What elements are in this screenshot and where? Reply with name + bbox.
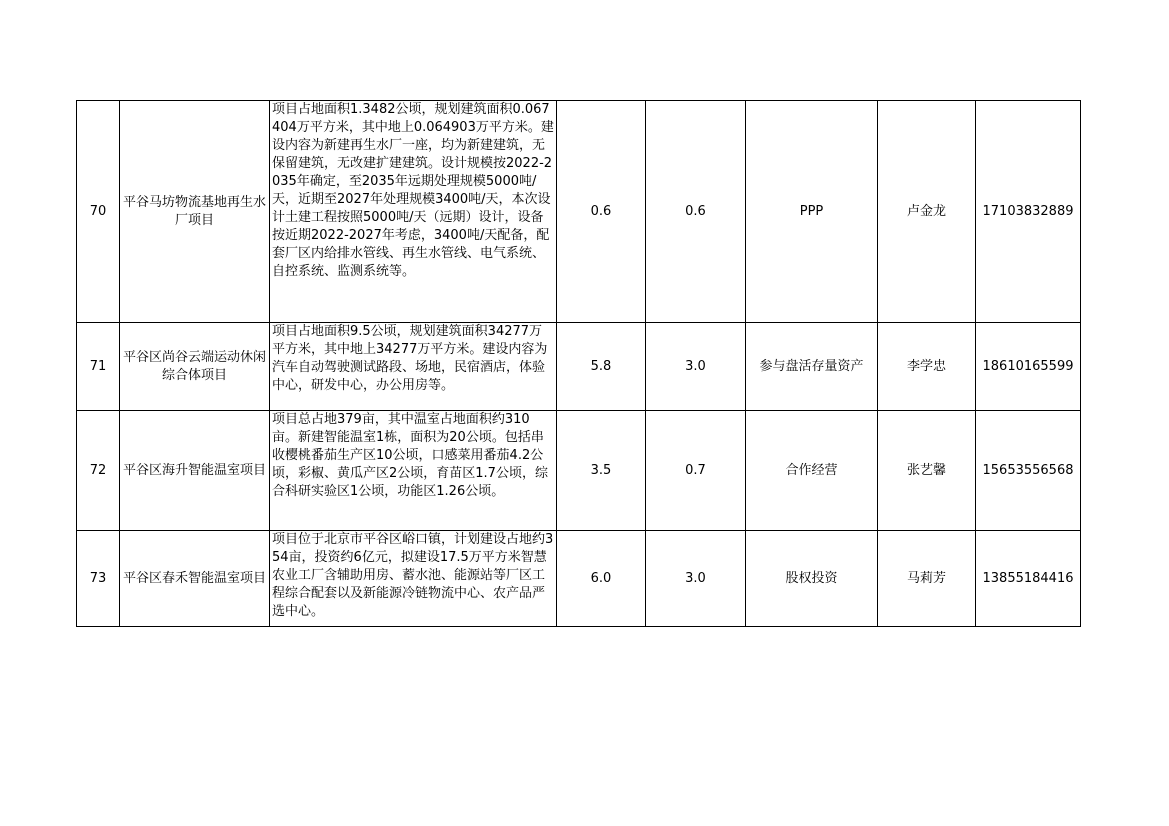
cooperation-mode: 合作经营 xyxy=(746,411,878,531)
project-name: 平谷马坊物流基地再生水厂项目 xyxy=(120,101,270,323)
total-investment: 5.8 xyxy=(557,323,646,411)
contact-person: 李学忠 xyxy=(878,323,976,411)
cooperation-mode: PPP xyxy=(746,101,878,323)
financing-amount: 3.0 xyxy=(646,323,746,411)
contact-phone: 15653556568 xyxy=(976,411,1081,531)
project-description: 项目占地面积9.5公顷，规划建筑面积34277万平方米，其中地上34277万平方米。建设内容为汽车自动驾驶测试路段、场地，民宿酒店，体验中心，研发中心，办公用房等。 xyxy=(270,323,557,411)
financing-amount: 0.6 xyxy=(646,101,746,323)
total-investment: 0.6 xyxy=(557,101,646,323)
financing-amount: 0.7 xyxy=(646,411,746,531)
table-row xyxy=(77,323,1081,411)
total-investment: 6.0 xyxy=(557,531,646,627)
project-name: 平谷区尚谷云端运动休闲综合体项目 xyxy=(120,323,270,411)
financing-amount: 3.0 xyxy=(646,531,746,627)
project-description: 项目位于北京市平谷区峪口镇，计划建设占地约354亩，投资约6亿元，拟建设17.5万平方米智慧农业工厂含辅助用房、蓄水池、能源站等厂区工程综合配套以及新能源冷链物流中心、农产品严选中心。 xyxy=(270,531,557,627)
contact-person: 张艺馨 xyxy=(878,411,976,531)
project-name: 平谷区海升智能温室项目 xyxy=(120,411,270,531)
cooperation-mode: 参与盘活存量资产 xyxy=(746,323,878,411)
contact-phone: 13855184416 xyxy=(976,531,1081,627)
table-row xyxy=(77,101,1081,323)
row-number: 70 xyxy=(77,101,120,323)
project-table xyxy=(76,100,1081,627)
table-row xyxy=(77,531,1081,627)
contact-phone: 18610165599 xyxy=(976,323,1081,411)
contact-phone: 17103832889 xyxy=(976,101,1081,323)
project-name: 平谷区春禾智能温室项目 xyxy=(120,531,270,627)
contact-person: 卢金龙 xyxy=(878,101,976,323)
row-number: 71 xyxy=(77,323,120,411)
total-investment: 3.5 xyxy=(557,411,646,531)
cooperation-mode: 股权投资 xyxy=(746,531,878,627)
row-number: 72 xyxy=(77,411,120,531)
contact-person: 马莉芳 xyxy=(878,531,976,627)
project-description: 项目总占地379亩，其中温室占地面积约310亩。新建智能温室1栋，面积为20公顷。包括串收樱桃番茄生产区10公顷，口感菜用番茄4.2公顷，彩椒、黄瓜产区2公顷，育苗区1.7公顷，综合科研实验区1公顷，功能区1.26公顷。 xyxy=(270,411,557,531)
project-description: 项目占地面积1.3482公顷，规划建筑面积0.067404万平方米，其中地上0.064903万平方米。建设内容为新建再生水厂一座，均为新建建筑，无保留建筑，无改建扩建建筑。设计规模按2022-2035年确定，至2035年远期处理规模5000吨/天，近期至2027年处理规模3400吨/天，本次设计土建工程按照5000吨/天（远期）设计，设备按近期2022-2027年考虑，3400吨/天配备，配套厂区内给排水管线、再生水管线、电气系统、自控系统、监测系统等。 xyxy=(270,101,557,323)
row-number: 73 xyxy=(77,531,120,627)
table-row xyxy=(77,411,1081,531)
